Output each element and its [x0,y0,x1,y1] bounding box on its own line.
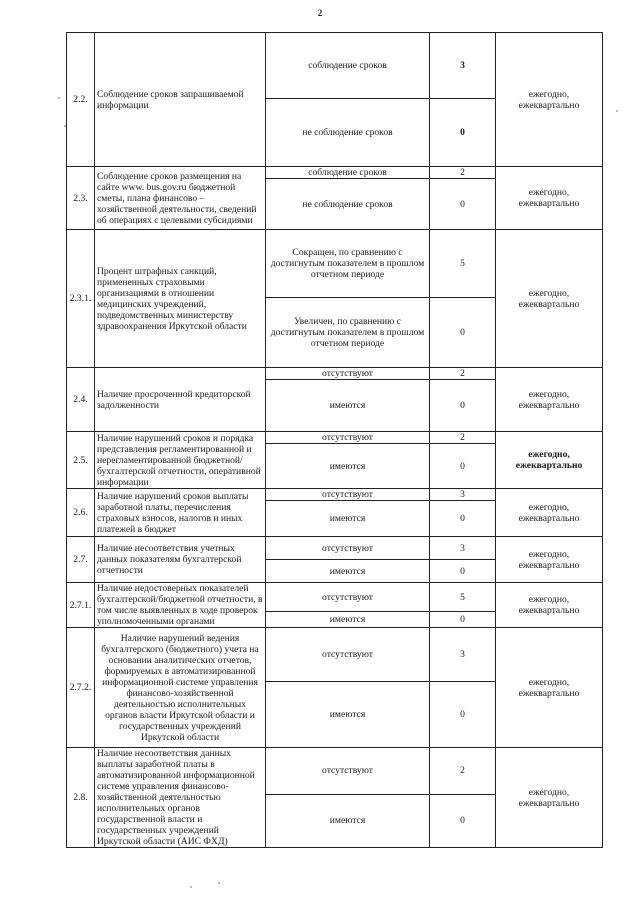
criterion-value: соблюдение сроков [266,33,430,99]
criterion-value: не соблюдение сроков [266,179,430,230]
criterion-value: имеются [266,444,430,489]
scan-speck [58,97,60,99]
table-row [67,583,603,612]
criterion-score: 0 [430,682,496,748]
criterion-score: 3 [430,33,496,99]
criterion-score: 5 [430,583,496,612]
table-row [67,230,603,298]
criterion-name: Наличие недостоверных показателей бухгалтерской/бюджетной отчетности, в том числе выявленных в ходе проверок уполномоченными органами [95,583,266,628]
criterion-score: 2 [430,432,496,444]
criterion-name: Соблюдение сроков запрашиваемой информации [95,33,266,167]
table-row [67,167,603,179]
row-number: 2.4. [67,368,95,432]
criterion-score: 0 [430,380,496,432]
criterion-value: имеются [266,560,430,583]
row-number: 2.6. [67,489,95,537]
period-cell: ежегодно, ежеквартально [496,368,603,432]
criterion-name: Наличие просроченной кредиторской задолженности [95,368,266,432]
criterion-value: отсутствуют [266,583,430,612]
scan-speck [616,110,618,112]
criterion-name: Процент штрафных санкций, примененных страховыми организациями в отношении медицинских учреждений, подведомственных министерству здравоохранения Иркутской области [95,230,266,368]
criterion-score: 5 [430,230,496,298]
row-number: 2.2. [67,33,95,167]
period-cell: ежегодно, ежеквартально [496,583,603,628]
criterion-value: Увеличен, по сравнению с достигнутым показателем в прошлом отчетном периоде [266,298,430,368]
criterion-score: 3 [430,537,496,560]
criterion-name: Соблюдение сроков размещения на сайте www. bus.gov.ru бюджетной сметы, плана финансово – хозяйственной деятельности, сведений об операциях с целевыми субсидиями [95,167,266,230]
criterion-score: 0 [430,560,496,583]
criterion-name: Наличие нарушений сроков выплаты заработной платы, перечисления страховых взносов, налогов и иных платежей в бюджет [95,489,266,537]
criterion-value: соблюдение сроков [266,167,430,179]
table-row [67,432,603,444]
table-row [67,748,603,795]
criterion-value: не соблюдение сроков [266,99,430,167]
criterion-value: отсутствуют [266,489,430,501]
table-row [67,368,603,380]
period-cell: ежегодно, ежеквартально [496,489,603,537]
scan-speck [218,882,220,884]
period-cell: ежегодно, ежеквартально [496,748,603,848]
criterion-score: 0 [430,179,496,230]
criterion-score: 0 [430,298,496,368]
period-cell: ежегодно, ежеквартально [496,167,603,230]
row-number: 2.7.2. [67,628,95,748]
criterion-value: отсутствуют [266,537,430,560]
period-cell: ежегодно, ежеквартально [496,432,603,489]
row-number: 2.7. [67,537,95,583]
row-number: 2.7.1. [67,583,95,628]
scan-speck [190,886,192,888]
period-cell: ежегодно, ежеквартально [496,537,603,583]
criterion-name: Наличие несоответствия данных выплаты заработной платы в автоматизированной информационной системе управления финансово-хозяйственной деятельностью исполнительных органов государственной власти и государственных учреждений Иркутской области (АИС ФХД) [95,748,266,848]
period-cell: ежегодно, ежеквартально [496,628,603,748]
criterion-score: 0 [430,794,496,847]
table-row [67,537,603,560]
criteria-table [66,32,603,848]
criterion-score: 2 [430,368,496,380]
page-number: 2 [317,8,323,18]
period-cell: ежегодно, ежеквартально [496,230,603,368]
period-cell: ежегодно, ежеквартально [496,33,603,167]
criterion-value: отсутствуют [266,432,430,444]
criterion-value: отсутствуют [266,368,430,380]
criterion-value: имеются [266,682,430,748]
criterion-value: Сокращен, по сравнению с достигнутым показателем в прошлом отчетном периоде [266,230,430,298]
row-number: 2.3.1. [67,230,95,368]
criterion-value: имеются [266,612,430,628]
criterion-score: 2 [430,167,496,179]
criterion-name: Наличие нарушений сроков и порядка представления регламентированной и нерегламентированной бюджетной/бухгалтерской отчетности, оперативной информации [95,432,266,489]
criterion-score: 0 [430,612,496,628]
row-number: 2.8. [67,748,95,848]
criterion-value: имеются [266,501,430,537]
criterion-score: 0 [430,99,496,167]
criterion-name: Наличие нарушений ведения бухгалтерского (бюджетного) учета на основании аналитических отчетов, формируемых в автоматизированной информационной системе управления финансово-хозяйственной деятельностью исполнительных органов власти Иркутской области и государственных учреждений Иркутской области [95,628,266,748]
scan-speck [64,125,66,127]
criterion-value: имеются [266,794,430,847]
criterion-value: отсутствуют [266,748,430,795]
row-number: 2.3. [67,167,95,230]
row-number: 2.5. [67,432,95,489]
criterion-score: 3 [430,489,496,501]
table-row [67,628,603,682]
criterion-score: 2 [430,748,496,795]
table-row [67,489,603,501]
criterion-name: Наличие несоответствия учетных данных показателям бухгалтерской отчетности [95,537,266,583]
criterion-score: 3 [430,628,496,682]
criterion-value: имеются [266,380,430,432]
criterion-value: отсутствуют [266,628,430,682]
criterion-score: 0 [430,444,496,489]
table-row [67,33,603,99]
criterion-score: 0 [430,501,496,537]
